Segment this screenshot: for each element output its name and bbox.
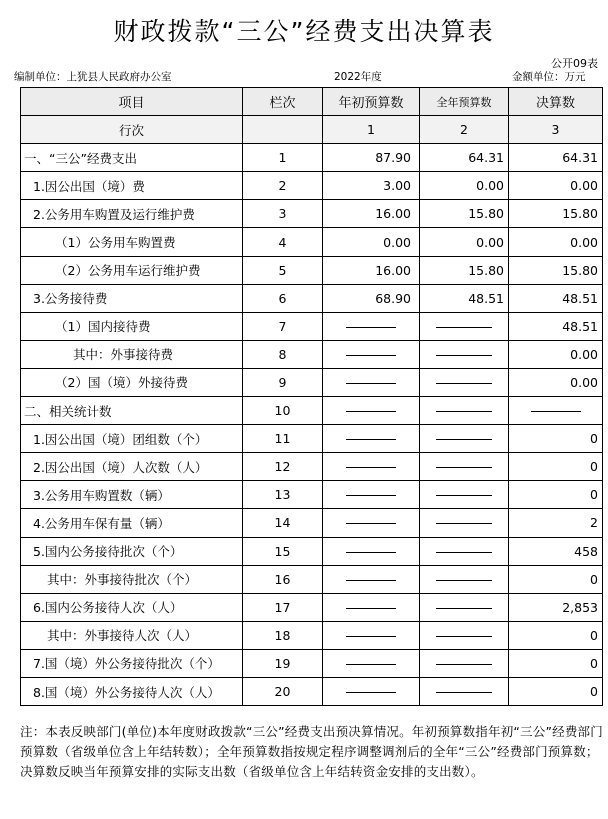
cell-budget: 16.00 — [323, 256, 420, 284]
cell-annual-empty — [420, 397, 509, 425]
table-row — [21, 649, 603, 677]
dash-line — [436, 664, 492, 665]
dash-line — [346, 355, 396, 356]
cell-annual-empty — [420, 481, 509, 509]
page-title: 财政拨款“三公”经费支出决算表 — [113, 17, 495, 46]
dash-line — [346, 636, 396, 637]
cell-final: 0 — [509, 565, 603, 593]
cell-final: 0.00 — [509, 172, 603, 200]
row-label: 3.公务用车购置数（辆） — [21, 481, 243, 509]
row-label: （1）公务用车购置费 — [21, 228, 243, 256]
table-row — [21, 340, 603, 368]
dash-line — [346, 664, 396, 665]
row-label: （1）国内接待费 — [21, 312, 243, 340]
cell-annual-empty — [420, 425, 509, 453]
row-label: 2.公务用车购置及运行维护费 — [21, 200, 243, 228]
header-budget: 年初预算数 — [323, 88, 420, 116]
cell-final: 48.51 — [509, 312, 603, 340]
row-label: 1.因公出国（境）费 — [21, 172, 243, 200]
row-label: 2.因公出国（境）人次数（人） — [21, 453, 243, 481]
cell-final: 0 — [509, 481, 603, 509]
cell-annual-empty — [420, 677, 509, 705]
cell-annual-empty — [420, 649, 509, 677]
header-item: 项目 — [21, 88, 243, 116]
table-row — [21, 172, 603, 200]
dash-line — [436, 552, 492, 553]
cell-budget-empty — [323, 565, 420, 593]
row-col-number: 15 — [243, 537, 323, 565]
cell-budget-empty — [323, 677, 420, 705]
row-label: 二、相关统计数 — [21, 397, 243, 425]
table-row — [21, 144, 603, 172]
cell-final: 2 — [509, 509, 603, 537]
table-header-row — [21, 88, 603, 116]
cell-annual-empty — [420, 340, 509, 368]
table-row — [21, 537, 603, 565]
dash-line — [346, 383, 396, 384]
cell-annual: 64.31 — [420, 144, 509, 172]
row-col-number: 7 — [243, 312, 323, 340]
dash-line — [346, 495, 396, 496]
cell-final: 0 — [509, 677, 603, 705]
cell-annual-empty — [420, 621, 509, 649]
row-col-number: 20 — [243, 677, 323, 705]
subheader-c2: 2 — [420, 116, 509, 144]
cell-budget-empty — [323, 425, 420, 453]
row-col-number: 6 — [243, 284, 323, 312]
cell-annual: 0.00 — [420, 228, 509, 256]
dash-line — [346, 467, 396, 468]
row-col-number: 1 — [243, 144, 323, 172]
table-row — [21, 621, 603, 649]
cell-annual-empty — [420, 312, 509, 340]
table-row — [21, 397, 603, 425]
cell-budget-empty — [323, 312, 420, 340]
dash-line — [436, 636, 492, 637]
cell-budget-empty — [323, 621, 420, 649]
fiscal-year: 2022年度 — [334, 71, 382, 83]
cell-final: 15.80 — [509, 200, 603, 228]
dash-line — [531, 411, 581, 412]
row-label: （2）国（境）外接待费 — [21, 368, 243, 396]
row-label: 一、“三公”经费支出 — [21, 144, 243, 172]
cell-annual: 0.00 — [420, 172, 509, 200]
row-label: 7.国（境）外公务接待批次（个） — [21, 649, 243, 677]
dash-line — [346, 439, 396, 440]
table-row — [21, 453, 603, 481]
row-label: 3.公务接待费 — [21, 284, 243, 312]
footnote: 注：本表反映部门(单位)本年度财政拨款“三公”经费支出预决算情况。年初预算数指年初“三公”经费部门预算数（省级单位含上年结转数）；全年预算数指按规定程序调整调剂后的全年“三公”经费部门预算数；决算数反映当年预算安排的实际支出数（省级单位含上年结转资金安排的支出数）。 — [20, 724, 603, 779]
cell-final: 0.00 — [509, 228, 603, 256]
cell-final: 0.00 — [509, 340, 603, 368]
header-final: 决算数 — [509, 88, 603, 116]
table-row — [21, 284, 603, 312]
row-col-number: 2 — [243, 172, 323, 200]
header-annual: 全年预算数 — [420, 88, 509, 116]
cell-final: 0 — [509, 425, 603, 453]
dash-line — [436, 411, 492, 412]
dash-line — [436, 327, 492, 328]
row-col-number: 4 — [243, 228, 323, 256]
row-label: 其中：外事接待人次（人） — [21, 621, 243, 649]
cell-budget-empty — [323, 397, 420, 425]
cell-budget: 16.00 — [323, 200, 420, 228]
dash-line — [346, 411, 396, 412]
cell-final: 48.51 — [509, 284, 603, 312]
cell-final: 0.00 — [509, 368, 603, 396]
row-label: 6.国内公务接待人次（人） — [21, 593, 243, 621]
table-row — [21, 312, 603, 340]
dash-line — [436, 439, 492, 440]
dash-line — [346, 523, 396, 524]
dash-line — [436, 580, 492, 581]
cell-budget-empty — [323, 368, 420, 396]
cell-final: 0 — [509, 649, 603, 677]
cell-final: 64.31 — [509, 144, 603, 172]
table-row — [21, 425, 603, 453]
table-subheader-row — [21, 116, 603, 144]
row-col-number: 14 — [243, 509, 323, 537]
cell-budget: 68.90 — [323, 284, 420, 312]
row-label: 其中：外事接待费 — [21, 340, 243, 368]
table-row — [21, 256, 603, 284]
row-col-number: 12 — [243, 453, 323, 481]
cell-final: 0 — [509, 453, 603, 481]
dash-line — [346, 692, 396, 693]
row-col-number: 8 — [243, 340, 323, 368]
subheader-label: 行次 — [21, 116, 243, 144]
cell-budget-empty — [323, 453, 420, 481]
cell-annual-empty — [420, 537, 509, 565]
dash-line — [346, 327, 396, 328]
subheader-c3: 3 — [509, 116, 603, 144]
cell-budget-empty — [323, 340, 420, 368]
row-col-number: 18 — [243, 621, 323, 649]
cell-final: 458 — [509, 537, 603, 565]
cell-budget-empty — [323, 537, 420, 565]
cell-annual-empty — [420, 368, 509, 396]
cell-annual-empty — [420, 509, 509, 537]
dash-line — [436, 608, 492, 609]
cell-annual: 15.80 — [420, 256, 509, 284]
table-row — [21, 565, 603, 593]
cell-budget-empty — [323, 481, 420, 509]
table-row — [21, 368, 603, 396]
row-label: 8.国（境）外公务接待人次（人） — [21, 677, 243, 705]
table-row — [21, 593, 603, 621]
row-label: 1.因公出国（境）团组数（个） — [21, 425, 243, 453]
cell-annual: 15.80 — [420, 200, 509, 228]
subheader-c1: 1 — [323, 116, 420, 144]
table-row — [21, 677, 603, 705]
reporting-unit: 编制单位：上犹县人民政府办公室 — [14, 71, 172, 83]
cell-annual-empty — [420, 593, 509, 621]
row-col-number: 11 — [243, 425, 323, 453]
row-col-number: 17 — [243, 593, 323, 621]
dash-line — [436, 355, 492, 356]
dash-line — [436, 383, 492, 384]
dash-line — [436, 495, 492, 496]
money-unit: 金额单位：万元 — [512, 71, 586, 83]
dash-line — [436, 692, 492, 693]
table-row — [21, 228, 603, 256]
dash-line — [346, 552, 396, 553]
header-col: 栏次 — [243, 88, 323, 116]
dash-line — [436, 467, 492, 468]
cell-final: 15.80 — [509, 256, 603, 284]
row-label: 其中：外事接待批次（个） — [21, 565, 243, 593]
cell-budget: 3.00 — [323, 172, 420, 200]
expense-table — [20, 87, 603, 706]
row-label: （2）公务用车运行维护费 — [21, 256, 243, 284]
row-col-number: 16 — [243, 565, 323, 593]
row-col-number: 19 — [243, 649, 323, 677]
row-col-number: 13 — [243, 481, 323, 509]
row-label: 4.公务用车保有量（辆） — [21, 509, 243, 537]
cell-final: 2,853 — [509, 593, 603, 621]
dash-line — [346, 580, 396, 581]
table-row — [21, 481, 603, 509]
cell-budget-empty — [323, 509, 420, 537]
cell-annual-empty — [420, 453, 509, 481]
row-col-number: 9 — [243, 368, 323, 396]
dash-line — [436, 523, 492, 524]
row-col-number: 3 — [243, 200, 323, 228]
cell-budget: 0.00 — [323, 228, 420, 256]
cell-budget: 87.90 — [323, 144, 420, 172]
cell-final: 0 — [509, 621, 603, 649]
cell-budget-empty — [323, 649, 420, 677]
cell-annual-empty — [420, 565, 509, 593]
row-label: 5.国内公务接待批次（个） — [21, 537, 243, 565]
table-row — [21, 509, 603, 537]
table-row — [21, 200, 603, 228]
cell-final-empty — [509, 397, 603, 425]
form-number: 公开09表 — [551, 57, 598, 70]
dash-line — [346, 608, 396, 609]
cell-annual: 48.51 — [420, 284, 509, 312]
row-col-number: 5 — [243, 256, 323, 284]
row-col-number: 10 — [243, 397, 323, 425]
cell-budget-empty — [323, 593, 420, 621]
